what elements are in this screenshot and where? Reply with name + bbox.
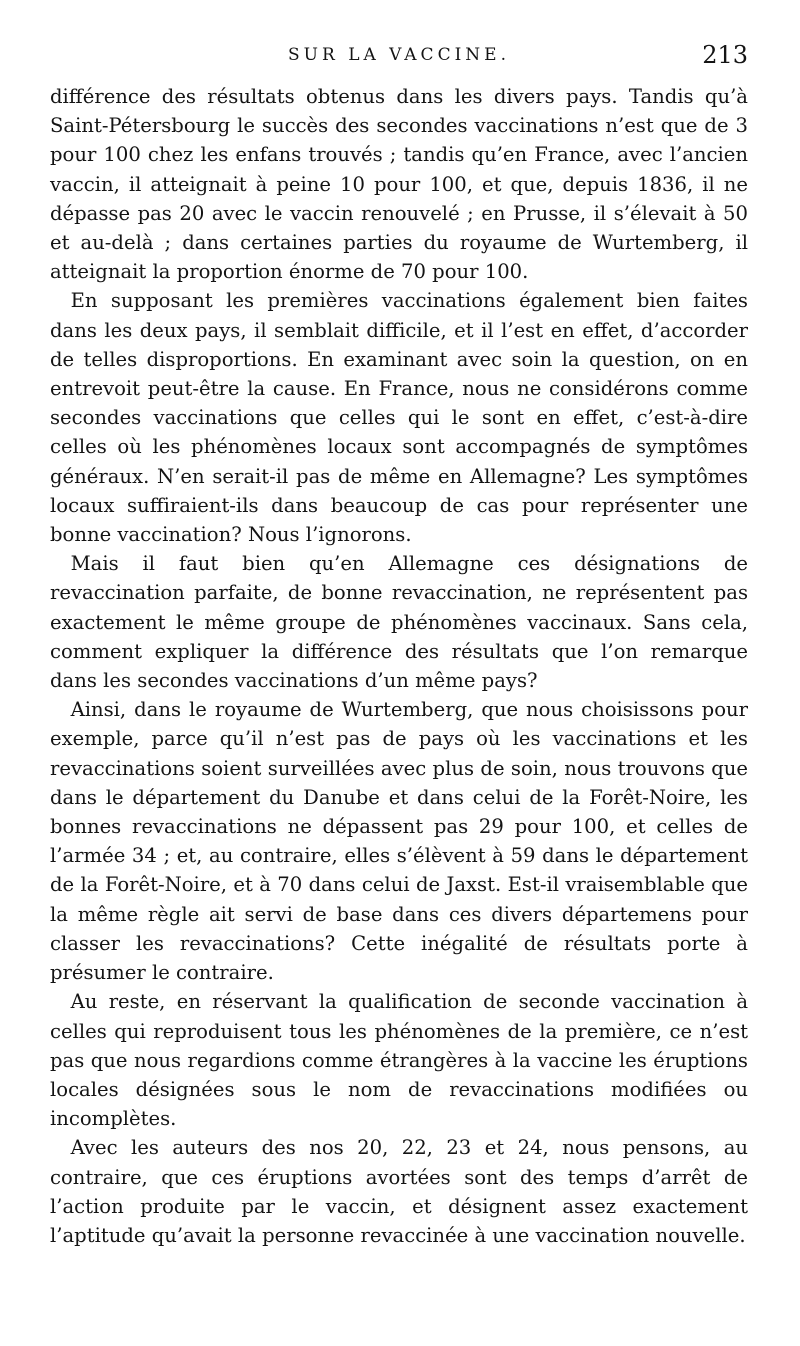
running-title: SUR LA VACCINE. xyxy=(288,45,510,65)
page-number: 213 xyxy=(702,41,748,69)
paragraph: Au reste, en réservant la qualification de seconde vaccination à celles qui reproduisent tous les phénomènes de la première, ce n’est pas que nous regardions comme étrangères à la vaccine les éruptions locales désignées sous le nom de revaccinations modifiées ou incomplètes. xyxy=(50,990,748,1131)
paragraph: Ainsi, dans le royaume de Wurtemberg, que nous choisissons pour exemple, parce qu’il n’est pas de pays où les vaccinations et les revaccinations soient surveillées avec plus de soin, nous trouvons que dans le département du Danube et dans celui de la Forêt-Noire, les bonnes revaccinations ne dépassent pas 29 pour 100, et celles de l’armée 34 ; et, au contraire, elles s’élèvent à 59 dans le département de la Forêt-Noire, et à 70 dans celui de Jaxst. Est-il vraisemblable que la même règle ait servi de base dans ces divers départemens pour classer les revaccinations? Cette inégalité de résultats porte à présumer le contraire. xyxy=(50,698,748,985)
paragraph: Avec les auteurs des nos 20, 22, 23 et 24, nous pensons, au contraire, que ces éruptions avortées sont des temps d’arrêt de l’action produite par le vaccin, et désignent assez exactement l’aptitude qu’avait la personne revaccinée à une vaccination nouvelle. xyxy=(50,1136,748,1247)
running-head xyxy=(50,40,748,70)
paragraph: En supposant les premières vaccinations également bien faites dans les deux pays, il semblait difficile, et il l’est en effet, d’accorder de telles disproportions. En examinant avec soin la question, on en entrevoit peut-être la cause. En France, nous ne considérons comme secondes vaccinations que celles qui le sont en effet, c’est-à-dire celles où les phénomènes locaux sont accompagnés de symptômes généraux. N’en serait-il pas de même en Allemagne? Les symptômes locaux suffiraient-ils dans beaucoup de cas pour représenter une bonne vaccination? Nous l’ignorons. xyxy=(50,289,748,547)
paragraph: Mais il faut bien qu’en Allemagne ces désignations de revaccination parfaite, de bonne revaccination, ne représentent pas exactement le même groupe de phénomènes vaccinaux. Sans cela, comment expliquer la différence des résultats que l’on remarque dans les secondes vaccinations d’un même pays? xyxy=(50,552,748,693)
paragraph: différence des résultats obtenus dans les divers pays. Tandis qu’à Saint-Pétersbourg le succès des secondes vaccinations n’est que de 3 pour 100 chez les enfans trouvés ; tandis qu’en France, avec l’ancien vaccin, il atteignait à peine 10 pour 100, et que, depuis 1836, il ne dépasse pas 20 avec le vaccin renouvelé ; en Prusse, il s’élevait à 50 et au-delà ; dans certaines parties du royaume de Wurtemberg, il atteignait la proportion énorme de 70 pour 100. xyxy=(50,85,748,284)
body-text xyxy=(50,82,748,1250)
